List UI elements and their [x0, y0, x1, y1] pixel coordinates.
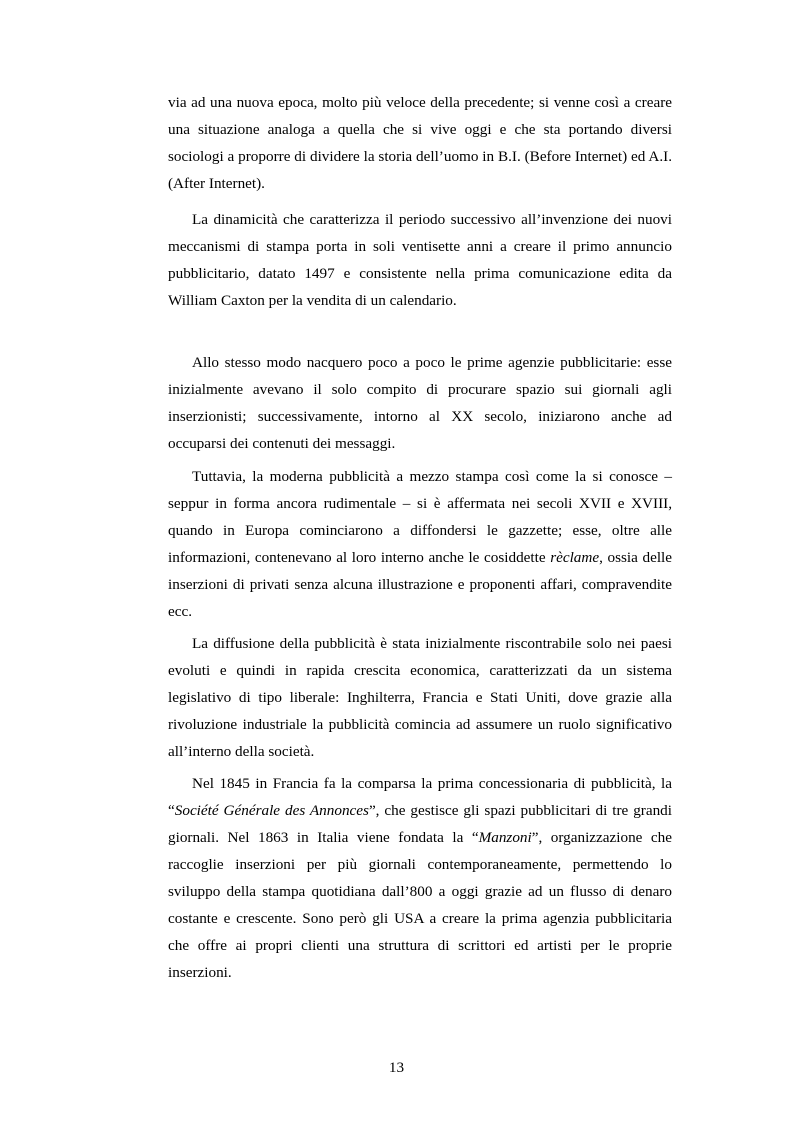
paragraph-6-text-a: Nel 1845 in Francia fa la comparsa la prima concessionaria di pubblicità, la “	[168, 775, 672, 819]
paragraph-6-text-c: ”, organizzazione che raccoglie inserzioni per più giornali contemporaneamente, permettendo lo sviluppo della stampa quotidiana dall’800 a oggi grazie ad un flusso di denaro costante e crescente. Sono però gli USA a creare la prima agenzia pubblicitaria che offre ai propri clienti una struttura di scrittori ed artisti per le proprie inserzioni.	[168, 829, 673, 981]
paragraph-5: La diffusione della pubblicità è stata inizialmente riscontrabile solo nei paesi evoluti e quindi in rapida crescita economica, caratterizzati da un sistema legislativo di tipo liberale: Inghilterra, Francia e Stati Uniti, dove grazie alla rivoluzione industriale la pubblicità comincia ad assumere un ruolo significativo all’interno della società.	[168, 635, 672, 760]
paragraph-6-italic-1: Société Générale des Annonces	[174, 802, 369, 819]
paragraph-4-italic: rèclame	[550, 549, 600, 566]
paragraph-group-4	[168, 463, 672, 628]
paragraph-group-5	[168, 630, 672, 768]
paragraph-6	[168, 770, 672, 986]
paragraph-4	[168, 463, 672, 625]
paragraph-3: Allo stesso modo nacquero poco a poco le prime agenzie pubblicitarie: esse inizialmente avevano il solo compito di procurare spazio sui giornali agli inserzionisti; successivamente, intorno al XX secolo, iniziarono anche ad occuparsi dei contenuti dei messaggi.	[168, 354, 672, 452]
paragraph-group-2	[168, 206, 672, 317]
paragraph-1: via ad una nuova epoca, molto più veloce della precedente; si venne così a creare una situazione analoga a quella che si vive oggi e che sta portando diversi sociologi a proporre di dividere la storia dell’uomo in B.I. (Before Internet) ed A.I. (After Internet).	[168, 94, 672, 192]
paragraph-4-text-b: , ossia delle inserzioni di privati senza alcuna illustrazione e proponenti affari, compravendite ecc.	[168, 549, 672, 620]
paragraph-6-italic-2: Manzoni	[478, 829, 532, 846]
page-number: 13	[388, 1059, 405, 1076]
paragraph-4-text-a: Tuttavia, la moderna pubblicità a mezzo stampa così come la si conosce – seppur in forma ancora rudimentale – si è affermata nei secoli XVII e XVIII, quando in Europa cominciarono a diffondersi le gazzette; esse, oltre alle informazioni, contenevano al loro interno anche le cosiddette	[168, 468, 672, 566]
paragraph-group-3	[168, 349, 672, 460]
paragraph-group-1	[168, 89, 672, 200]
paragraph-6-text-b: ”, che gestisce gli spazi pubblicitari di tre grandi giornali. Nel 1863 in Italia viene fondata la “	[168, 802, 672, 846]
paragraph-2: La dinamicità che caratterizza il periodo successivo all’invenzione dei nuovi meccanismi di stampa porta in soli ventisette anni a creare il primo annuncio pubblicitario, datato 1497 e consistente nella prima comunicazione edita da William Caxton per la vendita di un calendario.	[168, 211, 672, 309]
paragraph-group-6	[168, 770, 672, 989]
